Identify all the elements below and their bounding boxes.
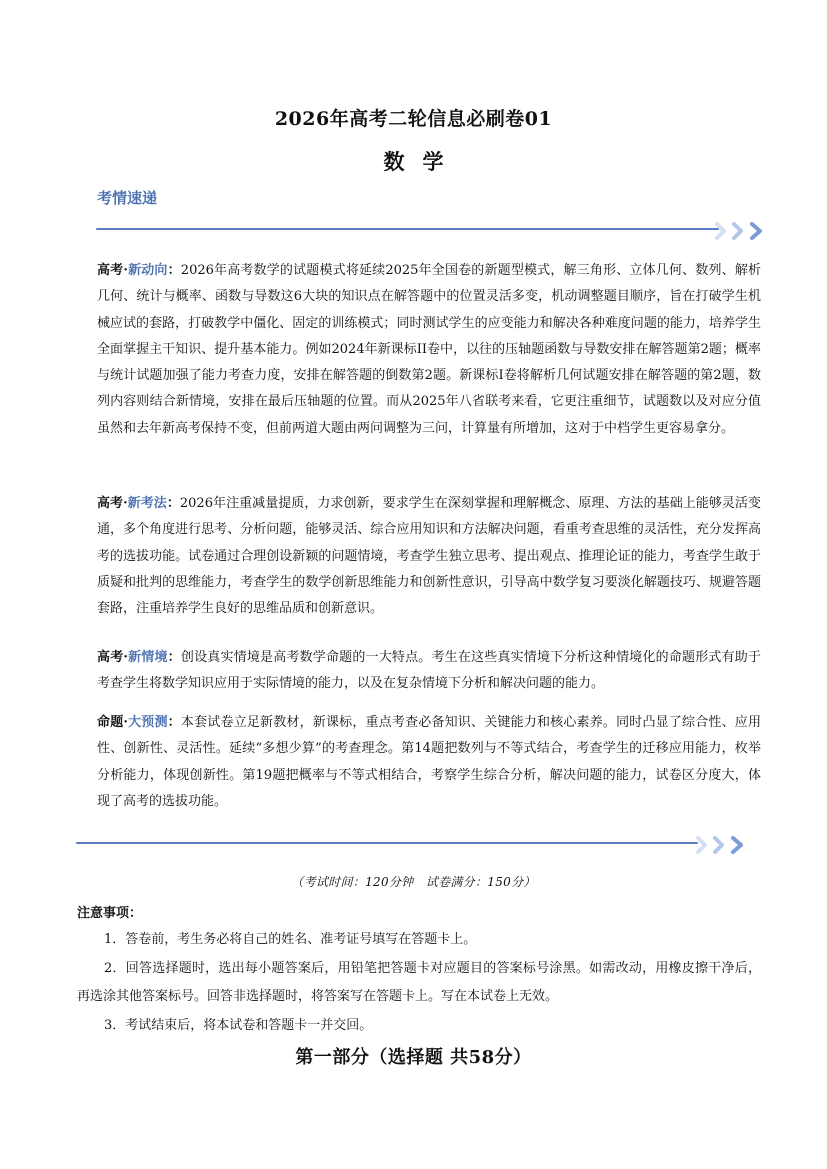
exam-info: （考试时间：120分钟 试卷满分：150分） [291, 875, 536, 889]
chevron-arrows-icon [698, 838, 741, 852]
section-divider-top [0, 221, 827, 241]
trend-label: 高考·新考法： [97, 496, 180, 511]
trend-text: 2026年注重减量提质，力求创新，要求学生在深刻掌握和理解概念、原理、方法的基础上能够灵活变通，多个角度进行思考、分析问题，能够灵活、综合应用知识和方法解决问题，看重考查思维的灵活性，充分发挥高考的选拔功能。试卷通过合理创设新颖的问题情境，考查学生独立思考、提出观点、推理论证的能力，考查学生敢于质疑和批判的思维能力，考查学生的数学创新思维能力和创新性意识，引导高中数学复习要淡化解题技巧、规避答题套路，注重培养学生良好的思维品质和创新意识。 [97, 496, 761, 617]
trend-paragraph-new-direction [97, 258, 761, 442]
notes-title: 注意事项： [77, 906, 143, 921]
trend-label: 高考·新情境： [97, 650, 181, 665]
subject-title: 数学 [383, 149, 462, 174]
note-item: 3．考试结束后，将本试卷和答题卡一并交回。 [104, 1018, 373, 1033]
trend-text: 创设真实情境是高考数学命题的一大特点。考生在这些真实情境下分析这种情境化的命题形式有助于考查学生将数学知识应用于实际情境的能力，以及在复杂情境下分析和解决问题的能力。 [97, 650, 761, 692]
trend-paragraph-prediction [97, 710, 761, 815]
trend-text: 本套试卷立足新教材，新课标，重点考查必备知识、关键能力和核心素养。同时凸显了综合性、应用性、创新性、灵活性。延续“多想少算”的考查理念。第14题把数列与不等式结合，考查学生的迁移应用能力，枚举分析能力，体现创新性。第19题把概率与不等式相结合，考察学生综合分析，解决问题的能力，试卷区分度大，体现了高考的选拔功能。 [97, 715, 761, 809]
trend-label: 高考·新动向： [97, 263, 181, 278]
trend-paragraph-new-method [97, 491, 761, 622]
page-title: 2026年高考二轮信息必刷卷01 [274, 108, 553, 130]
trend-paragraph-new-context [97, 645, 761, 698]
part-title: 第一部分（选择题 共58分） [295, 1047, 532, 1068]
chevron-arrows-icon [717, 224, 760, 238]
note-item: 2．回答选择题时，选出每小题答案后，用铅笔把答题卡对应题目的答案标号涂黑。如需改动，用橡皮擦干净后，再选涂其他答案标号。回答非选择题时，将答案写在答题卡上。写在本试卷上无效。 [77, 961, 761, 1004]
note-item: 1．答卷前，考生务必将自己的姓名、准考证号填写在答题卡上。 [104, 932, 477, 947]
section-divider-bottom [0, 835, 827, 855]
exam-trends-heading: 考情速递 [97, 189, 158, 207]
trend-text: 2026年高考数学的试题模式将延续2025年全国卷的新题型模式，解三角形、立体几何、数列、解析几何、统计与概率、函数与导数这6大块的知识点在解答题中的位置灵活多变，机动调整题目顺序，旨在打破学生机械应试的套路，打破教学中僵化、固定的训练模式；同时测试学生的应变能力和解决各种难度问题的能力，培养学生全面掌握主干知识、提升基本能力。例如2024年新课标II卷中，以往的压轴题函数与导数安排在解答题第2题；概率与统计试题加强了能力考查力度，安排在解答题的倒数第2题。新课标I卷将解析几何试题安排在解答题的第2题，数列内容则结合新情境，安排在最后压轴题的位置。而从2025年八省联考来看，它更注重细节，试题数以及对应分值虽然和去年新高考保持不变，但前两道大题由两问调整为三问，计算量有所增加，这对于中档学生更容易拿分。 [97, 263, 762, 436]
trend-label: 命题·大预测： [97, 715, 181, 730]
